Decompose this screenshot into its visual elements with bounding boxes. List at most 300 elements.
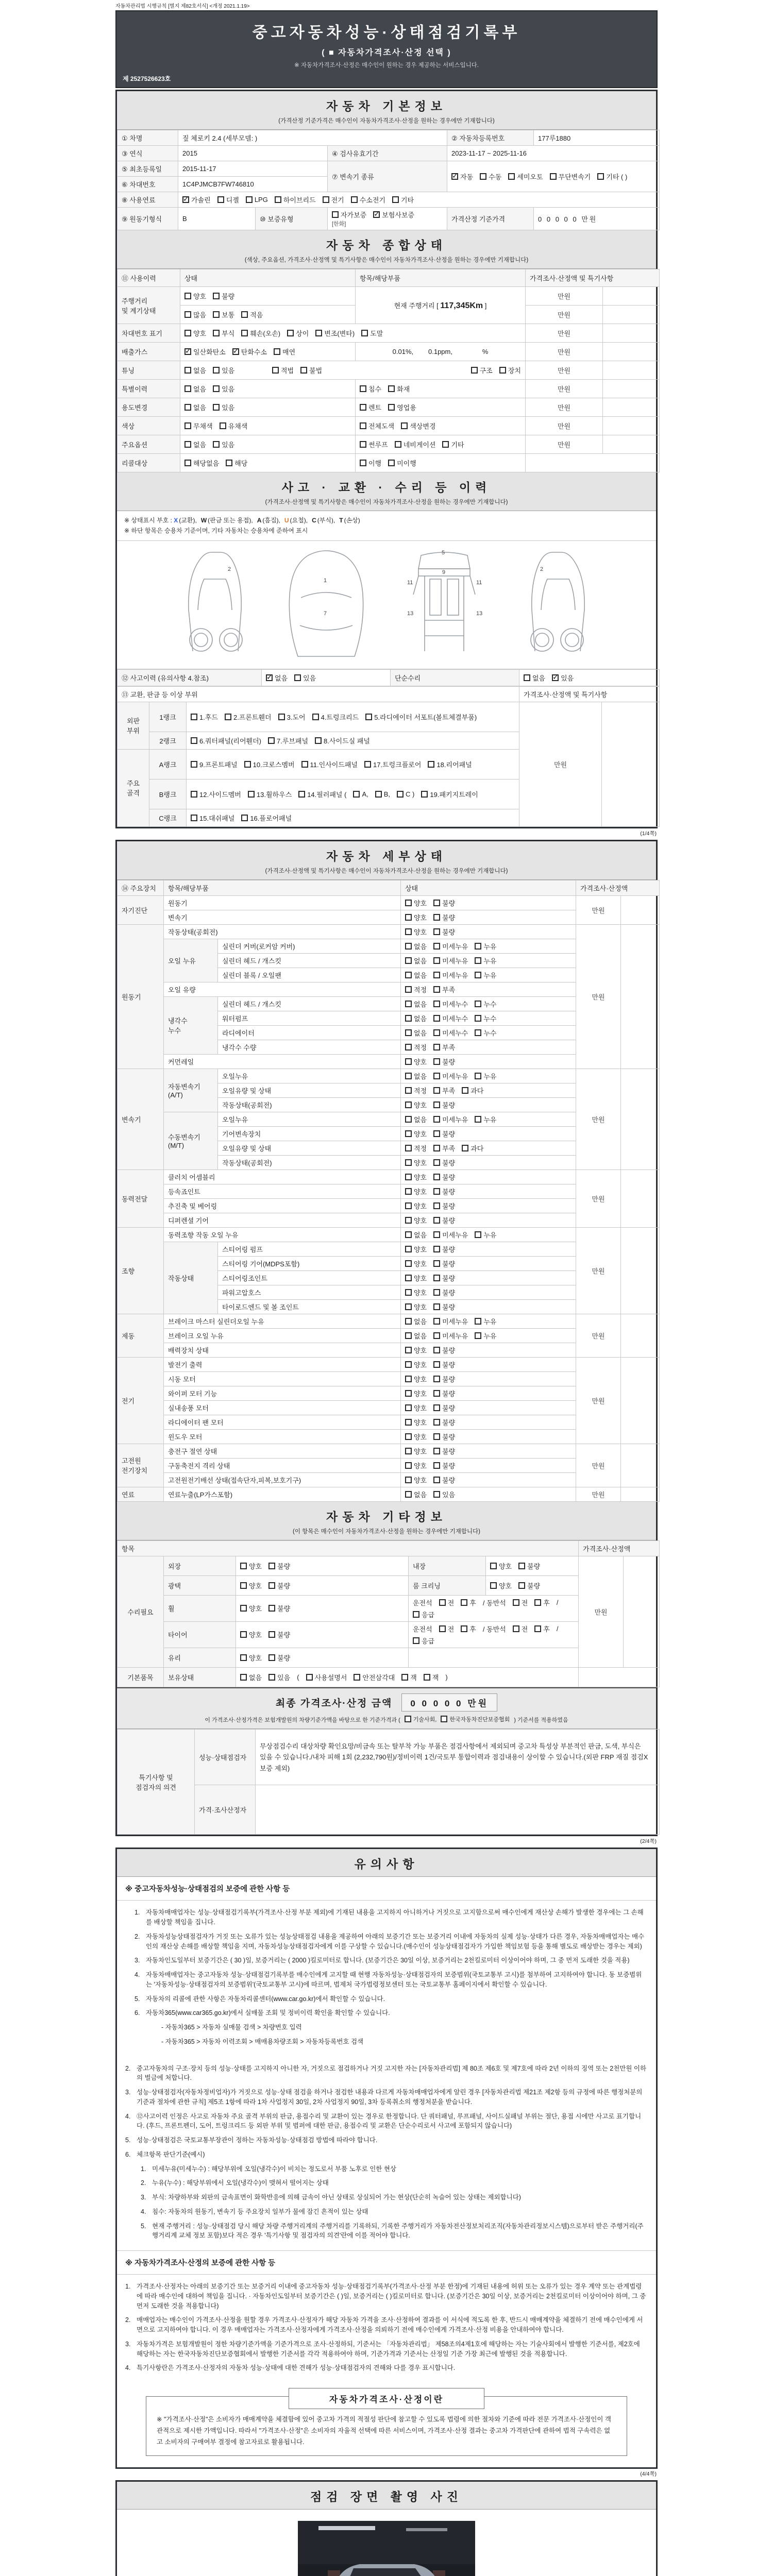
option[interactable] — [433, 1215, 455, 1225]
option[interactable] — [405, 898, 427, 908]
option[interactable] — [405, 912, 427, 922]
option[interactable] — [241, 310, 263, 319]
option[interactable] — [405, 1028, 427, 1038]
checkbox-icon[interactable] — [332, 211, 339, 218]
checkbox-icon[interactable] — [433, 1433, 440, 1440]
option[interactable] — [433, 912, 455, 922]
checkbox-icon[interactable] — [433, 1217, 440, 1224]
checkbox-icon[interactable] — [405, 1260, 412, 1267]
checkbox-icon[interactable] — [524, 674, 530, 681]
option[interactable] — [191, 789, 241, 799]
checkbox-icon[interactable] — [232, 348, 239, 355]
checkbox-icon[interactable] — [439, 1599, 446, 1606]
checkbox-icon[interactable] — [213, 404, 220, 411]
option[interactable] — [462, 1086, 483, 1095]
option[interactable] — [490, 1581, 512, 1590]
checkbox-icon[interactable] — [360, 441, 366, 448]
option[interactable] — [405, 1446, 427, 1456]
option[interactable] — [213, 291, 234, 301]
checkbox-icon[interactable] — [518, 1582, 525, 1589]
checkbox-icon[interactable] — [513, 1625, 519, 1632]
option[interactable] — [433, 1287, 455, 1297]
checkbox-icon[interactable] — [240, 1654, 247, 1661]
option[interactable] — [405, 1417, 427, 1427]
checkbox-icon[interactable] — [287, 330, 294, 336]
checkbox-icon[interactable] — [433, 1202, 440, 1209]
option[interactable] — [298, 789, 346, 799]
option[interactable] — [405, 1259, 427, 1268]
checkbox-icon[interactable] — [475, 1001, 481, 1007]
checkbox-icon[interactable] — [405, 986, 412, 993]
checkbox-icon[interactable] — [413, 1611, 419, 1618]
checkbox-icon[interactable] — [388, 404, 395, 411]
checkbox-icon[interactable] — [441, 1716, 447, 1722]
option[interactable] — [550, 172, 591, 181]
checkbox-icon[interactable] — [392, 196, 399, 203]
option[interactable] — [373, 210, 414, 219]
checkbox-icon[interactable] — [433, 1101, 440, 1108]
checkbox-icon[interactable] — [266, 674, 273, 681]
checkbox-icon[interactable] — [405, 1491, 412, 1498]
checkbox-icon[interactable] — [405, 1275, 412, 1281]
checkbox-icon[interactable] — [433, 1001, 440, 1007]
option[interactable] — [433, 1071, 468, 1081]
checkbox-icon[interactable] — [433, 1448, 440, 1454]
option[interactable] — [388, 458, 416, 468]
checkbox-icon[interactable] — [461, 1625, 467, 1632]
option[interactable] — [361, 328, 383, 338]
option[interactable] — [433, 1013, 468, 1023]
option[interactable] — [405, 1057, 427, 1066]
checkbox-icon[interactable] — [268, 1631, 275, 1638]
option[interactable] — [268, 1603, 290, 1613]
checkbox-icon[interactable] — [433, 1087, 440, 1094]
checkbox-icon[interactable] — [433, 1477, 440, 1483]
checkbox-icon[interactable] — [475, 1116, 481, 1123]
option[interactable] — [240, 1630, 262, 1639]
option[interactable] — [439, 1624, 455, 1634]
checkbox-icon[interactable] — [184, 367, 191, 374]
checkbox-icon[interactable] — [471, 367, 478, 374]
option[interactable] — [475, 970, 496, 980]
checkbox-icon[interactable] — [312, 714, 319, 720]
checkbox-icon[interactable] — [433, 1318, 440, 1325]
checkbox-icon[interactable] — [405, 1303, 412, 1310]
checkbox-icon[interactable] — [213, 385, 220, 392]
option[interactable] — [300, 365, 322, 375]
option[interactable] — [508, 172, 543, 181]
checkbox-icon[interactable] — [191, 791, 197, 798]
option[interactable] — [395, 439, 436, 449]
checkbox-icon[interactable] — [442, 441, 449, 448]
option[interactable] — [433, 1201, 455, 1211]
checkbox-icon[interactable] — [405, 1347, 412, 1353]
checkbox-icon[interactable] — [298, 791, 305, 798]
checkbox-icon[interactable] — [191, 815, 197, 821]
checkbox-icon[interactable] — [534, 1599, 541, 1606]
option[interactable] — [268, 1653, 290, 1663]
option[interactable] — [433, 1345, 455, 1355]
checkbox-icon[interactable] — [405, 1174, 412, 1180]
checkbox-icon[interactable] — [184, 422, 191, 429]
option[interactable] — [184, 310, 206, 319]
checkbox-icon[interactable] — [405, 1404, 412, 1411]
checkbox-icon[interactable] — [405, 1073, 412, 1079]
option[interactable] — [433, 970, 468, 980]
checkbox-icon[interactable] — [241, 311, 248, 318]
checkbox-icon[interactable] — [184, 404, 191, 411]
option[interactable] — [315, 736, 370, 745]
checkbox-icon[interactable] — [433, 1462, 440, 1469]
option[interactable] — [184, 439, 206, 449]
option[interactable] — [315, 328, 355, 338]
option[interactable] — [433, 1446, 455, 1456]
option[interactable] — [475, 1028, 496, 1038]
checkbox-icon[interactable] — [213, 330, 220, 336]
checkbox-icon[interactable] — [240, 1631, 247, 1638]
option[interactable] — [433, 1461, 455, 1470]
option[interactable] — [442, 439, 464, 449]
option[interactable] — [475, 1013, 496, 1023]
option[interactable] — [405, 941, 427, 951]
checkbox-icon[interactable] — [405, 1716, 411, 1722]
option[interactable] — [433, 1230, 468, 1240]
option[interactable] — [433, 1360, 455, 1369]
checkbox-icon[interactable] — [405, 1001, 412, 1007]
option[interactable] — [405, 1215, 427, 1225]
option[interactable] — [433, 1129, 455, 1139]
option[interactable] — [213, 384, 234, 394]
option[interactable] — [413, 1609, 434, 1619]
checkbox-icon[interactable] — [405, 1419, 412, 1426]
option[interactable] — [433, 1374, 455, 1384]
checkbox-icon[interactable] — [433, 1347, 440, 1353]
option[interactable] — [475, 999, 496, 1009]
option[interactable] — [306, 1672, 347, 1682]
option[interactable] — [433, 1432, 455, 1442]
checkbox-icon[interactable] — [213, 311, 220, 318]
checkbox-icon[interactable] — [475, 972, 481, 978]
option[interactable] — [184, 402, 206, 412]
option[interactable] — [552, 673, 574, 683]
option[interactable] — [433, 1331, 468, 1341]
checkbox-icon[interactable] — [433, 986, 440, 993]
checkbox-icon[interactable] — [361, 330, 368, 336]
option[interactable] — [232, 347, 267, 357]
option[interactable] — [424, 1672, 439, 1682]
option[interactable] — [471, 365, 493, 375]
checkbox-icon[interactable] — [354, 1674, 360, 1681]
checkbox-icon[interactable] — [360, 422, 366, 429]
checkbox-icon[interactable] — [315, 737, 322, 744]
option[interactable] — [433, 1273, 455, 1283]
checkbox-icon[interactable] — [405, 1159, 412, 1166]
option[interactable] — [213, 365, 234, 375]
checkbox-icon[interactable] — [433, 972, 440, 978]
option[interactable] — [278, 712, 306, 722]
option[interactable] — [405, 1715, 437, 1723]
option[interactable] — [433, 1388, 455, 1398]
checkbox-icon[interactable] — [405, 1477, 412, 1483]
checkbox-icon[interactable] — [433, 1174, 440, 1180]
option[interactable] — [388, 384, 410, 394]
checkbox-icon[interactable] — [433, 1029, 440, 1036]
option[interactable] — [272, 365, 294, 375]
option[interactable] — [244, 759, 295, 769]
option[interactable] — [597, 172, 627, 181]
option[interactable] — [433, 985, 455, 994]
option[interactable] — [475, 1316, 496, 1326]
checkbox-icon[interactable] — [405, 1101, 412, 1108]
checkbox-icon[interactable] — [213, 293, 220, 299]
checkbox-icon[interactable] — [433, 1376, 440, 1382]
checkbox-icon[interactable] — [191, 714, 197, 720]
checkbox-icon[interactable] — [413, 1637, 419, 1644]
option[interactable] — [513, 1598, 528, 1607]
option[interactable] — [405, 1475, 427, 1485]
checkbox-icon[interactable] — [184, 311, 191, 318]
option[interactable] — [405, 1086, 427, 1095]
checkbox-icon[interactable] — [439, 1625, 446, 1632]
option[interactable] — [534, 1598, 550, 1607]
checkbox-icon[interactable] — [306, 1674, 313, 1681]
checkbox-icon[interactable] — [401, 1674, 408, 1681]
checkbox-icon[interactable] — [433, 1275, 440, 1281]
option[interactable] — [480, 172, 501, 181]
checkbox-icon[interactable] — [433, 957, 440, 964]
option[interactable] — [405, 1143, 427, 1153]
checkbox-icon[interactable] — [226, 460, 232, 466]
checkbox-icon[interactable] — [433, 1491, 440, 1498]
checkbox-icon[interactable] — [405, 957, 412, 964]
option[interactable] — [518, 1581, 540, 1590]
option[interactable] — [405, 1244, 427, 1254]
checkbox-icon[interactable] — [405, 1361, 412, 1368]
option[interactable] — [240, 1561, 262, 1571]
option[interactable] — [433, 1403, 455, 1413]
checkbox-icon[interactable] — [475, 1332, 481, 1339]
option[interactable] — [405, 1129, 427, 1139]
option[interactable] — [240, 1581, 262, 1590]
checkbox-icon[interactable] — [191, 761, 197, 768]
option[interactable] — [182, 195, 211, 205]
option[interactable] — [405, 1071, 427, 1081]
option[interactable] — [475, 1114, 496, 1124]
option[interactable] — [184, 458, 219, 468]
option[interactable] — [524, 673, 545, 683]
checkbox-icon[interactable] — [405, 1058, 412, 1065]
option[interactable] — [388, 402, 416, 412]
option[interactable] — [248, 789, 292, 799]
option[interactable] — [217, 195, 239, 205]
checkbox-icon[interactable] — [405, 1448, 412, 1454]
checkbox-icon[interactable] — [490, 1563, 497, 1569]
option[interactable] — [421, 789, 478, 799]
option[interactable] — [332, 210, 366, 219]
checkbox-icon[interactable] — [401, 422, 408, 429]
option[interactable] — [461, 1598, 476, 1607]
option[interactable] — [191, 759, 238, 769]
option[interactable] — [213, 310, 234, 319]
checkbox-icon[interactable] — [475, 1318, 481, 1325]
option[interactable] — [240, 1672, 262, 1682]
option[interactable] — [433, 956, 468, 965]
option[interactable] — [184, 347, 226, 357]
checkbox-icon[interactable] — [405, 900, 412, 906]
checkbox-icon[interactable] — [433, 1404, 440, 1411]
checkbox-icon[interactable] — [405, 1246, 412, 1252]
option[interactable] — [226, 458, 247, 468]
option[interactable] — [405, 1388, 427, 1398]
checkbox-icon[interactable] — [268, 1654, 275, 1661]
checkbox-icon[interactable] — [182, 196, 189, 203]
checkbox-icon[interactable] — [268, 1605, 275, 1612]
checkbox-icon[interactable] — [490, 1582, 497, 1589]
option[interactable] — [287, 328, 309, 338]
checkbox-icon[interactable] — [405, 943, 412, 950]
checkbox-icon[interactable] — [405, 1462, 412, 1469]
option[interactable] — [475, 1230, 496, 1240]
checkbox-icon[interactable] — [373, 211, 380, 218]
checkbox-icon[interactable] — [240, 1563, 247, 1569]
option[interactable] — [405, 1187, 427, 1196]
option[interactable] — [364, 759, 421, 769]
option[interactable] — [405, 1100, 427, 1110]
option[interactable] — [433, 1028, 468, 1038]
option[interactable] — [490, 1561, 512, 1571]
option[interactable] — [433, 1114, 468, 1124]
checkbox-icon[interactable] — [518, 1563, 525, 1569]
option[interactable] — [360, 384, 381, 394]
option[interactable] — [365, 712, 477, 722]
checkbox-icon[interactable] — [213, 441, 220, 448]
checkbox-icon[interactable] — [433, 1289, 440, 1296]
option[interactable] — [397, 790, 414, 798]
checkbox-icon[interactable] — [424, 1674, 430, 1681]
option[interactable] — [405, 1302, 427, 1312]
option[interactable] — [294, 673, 316, 683]
checkbox-icon[interactable] — [301, 761, 308, 768]
option[interactable] — [433, 1042, 455, 1052]
checkbox-icon[interactable] — [462, 1145, 468, 1151]
checkbox-icon[interactable] — [433, 1260, 440, 1267]
option[interactable] — [401, 421, 435, 431]
checkbox-icon[interactable] — [360, 385, 366, 392]
option[interactable] — [499, 365, 521, 375]
checkbox-icon[interactable] — [475, 1231, 481, 1238]
checkbox-icon[interactable] — [240, 1605, 247, 1612]
option[interactable] — [433, 1172, 455, 1182]
option[interactable] — [475, 941, 496, 951]
option[interactable] — [433, 1302, 455, 1312]
option[interactable] — [312, 712, 359, 722]
checkbox-icon[interactable] — [480, 173, 486, 180]
option[interactable] — [184, 421, 213, 431]
checkbox-icon[interactable] — [433, 1044, 440, 1050]
checkbox-icon[interactable] — [405, 1318, 412, 1325]
option[interactable] — [353, 790, 368, 798]
checkbox-icon[interactable] — [405, 972, 412, 978]
checkbox-icon[interactable] — [360, 460, 366, 466]
option[interactable] — [405, 1360, 427, 1369]
option[interactable] — [433, 898, 455, 908]
option[interactable] — [461, 1624, 476, 1634]
option[interactable] — [184, 291, 206, 301]
checkbox-icon[interactable] — [240, 1582, 247, 1589]
option[interactable] — [184, 328, 206, 338]
option[interactable] — [475, 1331, 496, 1341]
checkbox-icon[interactable] — [513, 1599, 519, 1606]
checkbox-icon[interactable] — [225, 714, 231, 720]
option[interactable] — [360, 421, 394, 431]
option[interactable] — [360, 402, 381, 412]
option[interactable] — [433, 1057, 455, 1066]
checkbox-icon[interactable] — [184, 385, 191, 392]
checkbox-icon[interactable] — [268, 1674, 275, 1681]
option[interactable] — [433, 927, 455, 937]
checkbox-icon[interactable] — [405, 1289, 412, 1296]
checkbox-icon[interactable] — [268, 737, 275, 744]
option[interactable] — [518, 1561, 540, 1571]
option[interactable] — [534, 1624, 550, 1634]
option[interactable] — [513, 1624, 528, 1634]
option[interactable] — [433, 1143, 455, 1153]
option[interactable] — [241, 328, 280, 338]
option[interactable] — [268, 1581, 290, 1590]
checkbox-icon[interactable] — [405, 1202, 412, 1209]
option[interactable] — [405, 1345, 427, 1355]
option[interactable] — [184, 384, 206, 394]
option[interactable] — [405, 1042, 427, 1052]
option[interactable] — [433, 1100, 455, 1110]
checkbox-icon[interactable] — [433, 1145, 440, 1151]
option[interactable] — [475, 956, 496, 965]
option[interactable] — [246, 196, 268, 204]
checkbox-icon[interactable] — [433, 914, 440, 921]
checkbox-icon[interactable] — [397, 791, 404, 798]
checkbox-icon[interactable] — [405, 1029, 412, 1036]
checkbox-icon[interactable] — [300, 367, 307, 374]
checkbox-icon[interactable] — [433, 928, 440, 935]
checkbox-icon[interactable] — [421, 791, 428, 798]
checkbox-icon[interactable] — [428, 761, 434, 768]
option[interactable] — [405, 927, 427, 937]
option[interactable] — [433, 1489, 455, 1499]
option[interactable] — [405, 985, 427, 994]
checkbox-icon[interactable] — [508, 173, 515, 180]
option[interactable] — [191, 712, 218, 722]
checkbox-icon[interactable] — [405, 1044, 412, 1050]
checkbox-icon[interactable] — [597, 173, 604, 180]
option[interactable] — [405, 970, 427, 980]
option[interactable] — [275, 195, 316, 205]
checkbox-icon[interactable] — [433, 1361, 440, 1368]
checkbox-icon[interactable] — [433, 1015, 440, 1022]
option[interactable] — [301, 759, 358, 769]
checkbox-icon[interactable] — [461, 1599, 467, 1606]
option[interactable] — [433, 1475, 455, 1485]
checkbox-icon[interactable] — [405, 1390, 412, 1397]
checkbox-icon[interactable] — [364, 761, 371, 768]
option[interactable] — [441, 1715, 510, 1723]
checkbox-icon[interactable] — [433, 1390, 440, 1397]
checkbox-icon[interactable] — [552, 674, 559, 681]
checkbox-icon[interactable] — [405, 1332, 412, 1339]
checkbox-icon[interactable] — [375, 791, 382, 798]
checkbox-icon[interactable] — [240, 1674, 247, 1681]
option[interactable] — [405, 956, 427, 965]
checkbox-icon[interactable] — [184, 348, 191, 355]
